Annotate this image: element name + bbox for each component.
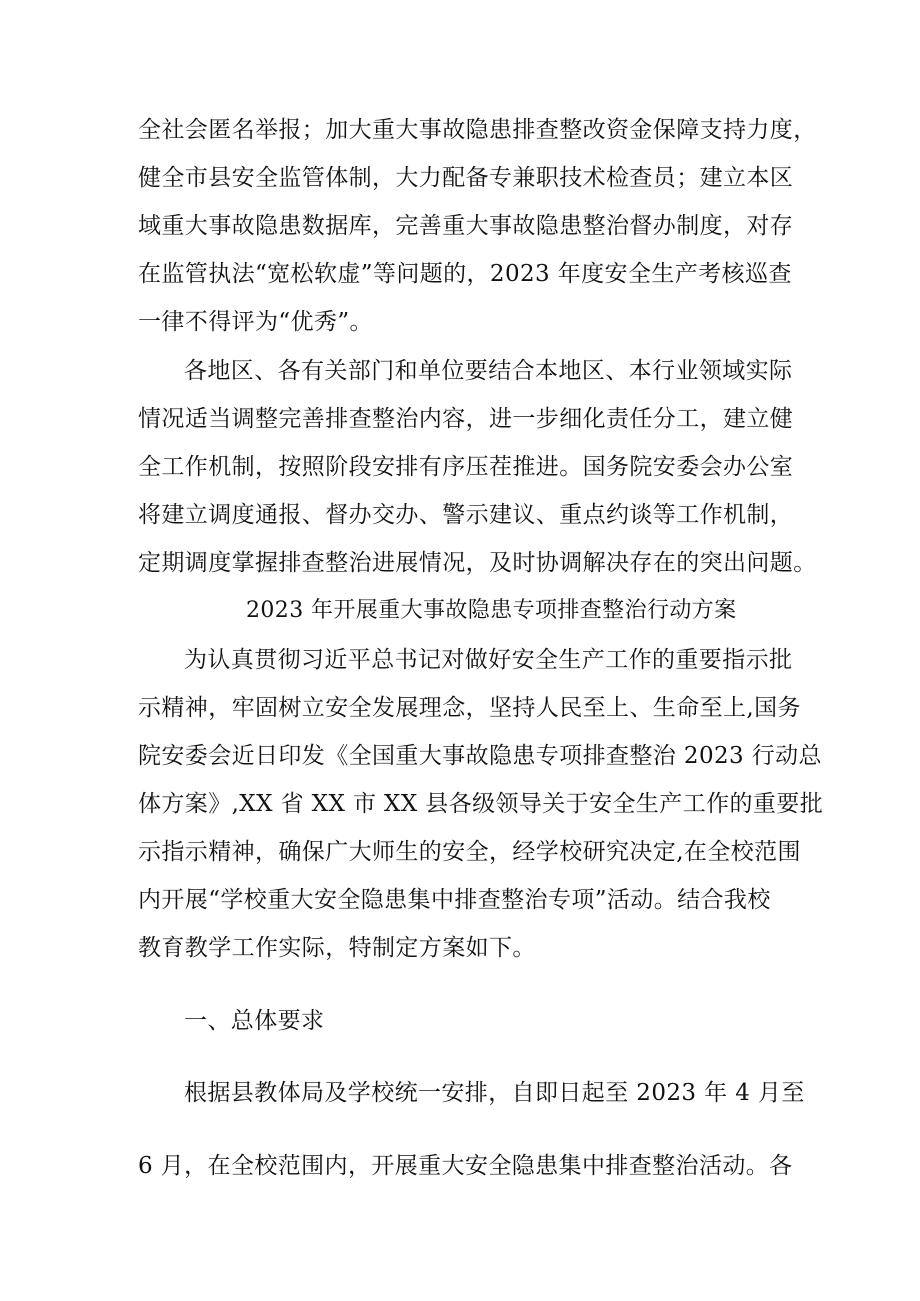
text-line: 6 月，在全校范围内，开展重大安全隐患集中排查整治活动。各 [138,1153,793,1179]
text-line: 一律不得评为“优秀”。 [138,309,373,335]
text-line: 健全市县安全监管体制，大力配备专兼职技术检查员；建立本区 [138,165,794,191]
text-line: 内开展“学校重大安全隐患集中排查整治专项”活动。结合我校 [138,887,771,913]
text-line: 全社会匿名举报；加大重大事故隐患排查整改资金保障支持力度， [138,117,817,143]
text-line: 全工作机制，按照阶段安排有序压茬推进。国务院安委会办公室 [138,454,794,480]
section-title: 2023 年开展重大事故隐患专项排查整治行动方案 [246,598,737,623]
text-line: 院安委会近日印发《全国重大事故隐患专项排查整治 2023 行动总 [138,743,822,769]
text-line: 域重大事故隐患数据库，完善重大事故隐患整治督办制度，对存 [138,213,794,239]
text-line: 为认真贯彻习近平总书记对做好安全生产工作的重要指示批 [184,647,793,673]
text-line: 示指示精神，确保广大师生的安全，经学校研究决定,在全校范围 [138,839,801,865]
text-line: 示精神，牢固树立安全发展理念，坚持人民至上、生命至上,国务 [138,695,801,721]
text-line: 将建立调度通报、督办交办、警示建议、重点约谈等工作机制， [138,502,794,528]
section-heading: 一、总体要求 [184,1008,325,1034]
text-line: 根据县教体局及学校统一安排，自即日起至 2023 年 4 月至 [184,1080,805,1106]
text-line: 教育教学工作实际，特制定方案如下。 [138,935,536,961]
text-line: 体方案》,XX 省 XX 市 XX 县各级领导关于安全生产工作的重要批 [138,791,824,817]
text-line: 定期调度掌握排查整治进展情况，及时协调解决存在的突出问题。 [138,550,817,576]
text-line: 各地区、各有关部门和单位要结合本地区、本行业领域实际 [184,358,793,384]
text-line: 在监管执法“宽松软虚”等问题的，2023 年度安全生产考核巡查 [138,261,792,287]
text-line: 情况适当调整完善排查整治内容，进一步细化责任分工，建立健 [138,406,794,432]
